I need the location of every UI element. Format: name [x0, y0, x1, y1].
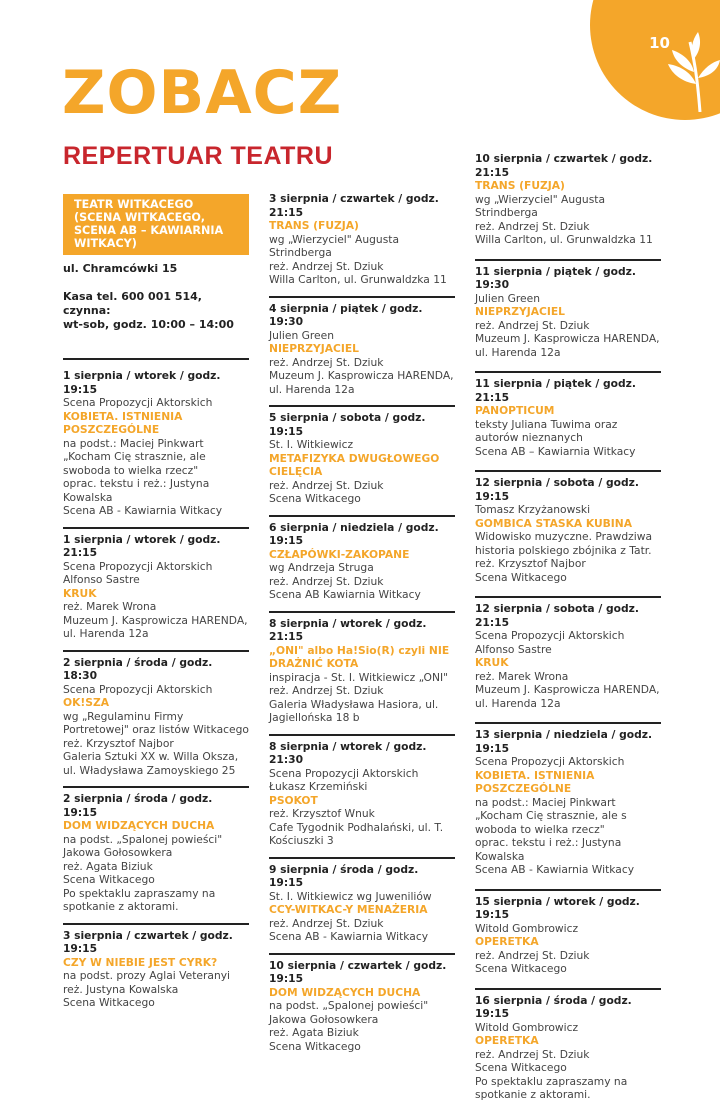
- event-detail: Galeria Władysława Hasiora, ul. Jagiellońska 18 b: [269, 697, 439, 724]
- event-detail: St. I. Witkiewicz: [269, 438, 354, 451]
- event-detail: reż. Krzysztof Najbor: [475, 557, 586, 570]
- event-detail: reż. Andrzej St. Dziuk: [269, 259, 384, 273]
- theatre-name-line: SCENA AB – KAWIARNIA: [74, 224, 224, 237]
- event-title: OK!SZA: [63, 696, 109, 709]
- event-detail: Muzeum J. Kasprowicza HARENDA, ul. Harenda 12a: [63, 613, 248, 640]
- event-detail: Willa Carlton, ul. Grunwaldzka 11: [475, 233, 653, 246]
- event-entry: [269, 611, 455, 729]
- event-title: TRANS (FUZJA): [475, 179, 565, 192]
- event-detail: Julien Green: [269, 328, 334, 342]
- event-date: 10 sierpnia / czwartek / godz. 19:15: [269, 958, 447, 985]
- event-entry: [475, 722, 661, 884]
- event-entry: [63, 650, 249, 782]
- event-title: GOMBICA STASKA KUBINA: [475, 516, 632, 530]
- theatre-info: [63, 262, 249, 332]
- event-title: NIEPRZYJACIEL: [475, 305, 565, 318]
- event-detail: wg „Regulaminu Firmy Portretowej" oraz listów Witkacego: [63, 709, 249, 736]
- event-title: KRUK: [475, 656, 509, 669]
- event-entry: [269, 192, 455, 291]
- column-2: [269, 192, 455, 1057]
- event-detail: wg „Wierzyciel" Augusta Strindberga: [475, 192, 605, 219]
- event-list: [269, 192, 455, 1057]
- page-number: 10: [649, 34, 670, 52]
- event-date: 1 sierpnia / wtorek / godz. 19:15: [63, 369, 221, 396]
- event-detail: Tomasz Krzyżanowski: [475, 503, 591, 516]
- event-detail: Scena Witkacego: [269, 1039, 361, 1053]
- theatre-address: ul. Chramcówki 15: [63, 262, 178, 275]
- event-detail: Scena AB – Kawiarnia Witkacy: [475, 444, 636, 458]
- event-entry: [269, 953, 455, 1058]
- event-date: 8 sierpnia / wtorek / godz. 21:30: [269, 739, 427, 766]
- event-date: 11 sierpnia / piątek / godz. 21:15: [475, 377, 636, 404]
- event-date: 2 sierpnia / środa / godz. 19:15: [63, 792, 213, 819]
- event-title: PANOPTICUM: [475, 404, 555, 417]
- event-entry: [475, 152, 661, 254]
- event-detail: reż. Andrzej St. Dziuk: [269, 478, 384, 492]
- event-detail: Po spektaklu zapraszamy na spotkanie z aktorami.: [63, 886, 216, 913]
- event-detail: wg Andrzeja Struga: [269, 561, 374, 574]
- event-detail: na podst. „Spalonej powieści" Jakowa Gołosowkera: [269, 999, 429, 1026]
- event-detail: Po spektaklu zapraszamy na spotkanie z aktorami.: [475, 1074, 628, 1101]
- event-list: [475, 152, 661, 1109]
- event-title: METAFIZYKA DWUGŁOWEGO CIELĘCIA: [269, 451, 440, 478]
- event-entry: [269, 857, 455, 948]
- event-title: DOM WIDZĄCYCH DUCHA: [63, 819, 215, 832]
- event-detail: Scena Witkacego: [63, 996, 155, 1009]
- event-detail: Scena Propozycji Aktorskich: [475, 755, 625, 768]
- event-detail: St. I. Witkiewicz wg Juweniliów: [269, 889, 432, 903]
- event-detail: reż. Andrzej St. Dziuk: [475, 1047, 590, 1061]
- event-detail: Łukasz Krzemiński: [269, 780, 368, 793]
- event-title: OPERETKA: [475, 935, 539, 948]
- event-date: 6 sierpnia / niedziela / godz. 19:15: [269, 520, 439, 547]
- event-detail: na podst. „Spalonej powieści" Jakowa Gołosowkera: [63, 832, 223, 859]
- event-entry: [475, 470, 661, 591]
- event-detail: Julien Green: [475, 291, 540, 305]
- event-title: KRUK: [63, 586, 97, 600]
- event-detail: reż. Justyna Kowalska: [63, 982, 179, 996]
- event-entry: [475, 988, 661, 1109]
- section-subtitle: REPERTUAR TEATRU: [63, 142, 334, 170]
- event-detail: Muzeum J. Kasprowicza HARENDA, ul. Harenda 12a: [475, 683, 660, 710]
- event-date: 5 sierpnia / sobota / godz. 19:15: [269, 411, 426, 438]
- event-detail: reż. Andrzej St. Dziuk: [475, 948, 590, 962]
- event-detail: Scena Propozycji Aktorskich: [475, 629, 625, 642]
- event-detail: na podst.: Maciej Pinkwart „Kocham Cię strasznie, ale s woboda to wielka rzecz": [475, 795, 627, 836]
- event-detail: reż. Andrzej St. Dziuk: [269, 574, 384, 588]
- event-title: „ONI" albo Ha!Sio(R) czyli NIE DRAŻNIĆ KOTA: [269, 643, 450, 670]
- event-detail: Witold Gombrowicz: [475, 1020, 579, 1034]
- box-office-hours: wt-sob, godz. 10:00 – 14:00: [63, 318, 234, 331]
- event-detail: reż. Andrzej St. Dziuk: [269, 916, 384, 930]
- event-detail: Scena AB Kawiarnia Witkacy: [269, 588, 421, 601]
- event-detail: Witold Gombrowicz: [475, 921, 579, 935]
- event-date: 11 sierpnia / piątek / godz. 19:30: [475, 264, 636, 291]
- event-detail: oprac. tekstu i reż.: Justyna Kowalska: [475, 836, 622, 863]
- event-detail: Scena Witkacego: [475, 570, 567, 584]
- page-title: ZOBACZ: [62, 58, 343, 128]
- theatre-name-line: (SCENA WITKACEGO,: [74, 211, 205, 224]
- event-date: 9 sierpnia / środa / godz. 19:15: [269, 862, 419, 889]
- event-detail: reż. Andrzej St. Dziuk: [269, 355, 384, 369]
- event-title: KOBIETA. ISTNIENIA POSZCZEGÓLNE: [63, 409, 183, 436]
- event-detail: Scena AB - Kawiarnia Witkacy: [63, 504, 223, 517]
- event-title: TRANS (FUZJA): [269, 219, 359, 232]
- event-date: 4 sierpnia / piątek / godz. 19:30: [269, 301, 423, 328]
- event-entry: [269, 515, 455, 606]
- event-title: DOM WIDZĄCYCH DUCHA: [269, 985, 421, 999]
- column-1: [63, 194, 249, 1014]
- event-detail: Muzeum J. Kasprowicza HARENDA, ul. Harenda 12a: [475, 332, 660, 359]
- event-detail: Scena Witkacego: [475, 962, 567, 975]
- event-title: NIEPRZYJACIEL: [269, 342, 359, 355]
- event-entry: [269, 296, 455, 401]
- event-entry: [63, 923, 249, 1014]
- event-detail: inspiracja - St. I. Witkiewicz „ONI": [269, 670, 449, 684]
- event-date: 10 sierpnia / czwartek / godz. 21:15: [475, 152, 653, 179]
- event-date: 13 sierpnia / niedziela / godz. 19:15: [475, 728, 653, 755]
- event-title: CCY-WITKAC-Y MENAŻERIA: [269, 903, 428, 916]
- event-date: 3 sierpnia / czwartek / godz. 21:15: [269, 192, 439, 219]
- event-list: [63, 365, 249, 1014]
- box-office-line: Kasa tel. 600 001 514, czynna:: [63, 290, 202, 317]
- event-entry: [63, 527, 249, 645]
- event-title: KOBIETA. ISTNIENIA POSZCZEGÓLNE: [475, 768, 595, 795]
- event-entry: [475, 259, 661, 367]
- event-detail: Scena Witkacego: [269, 492, 361, 505]
- event-entry: [63, 786, 249, 918]
- event-detail: Alfonso Sastre: [475, 642, 552, 656]
- event-title: CZŁAPÓWKI-ZAKOPANE: [269, 547, 410, 561]
- event-date: 2 sierpnia / środa / godz. 18:30: [63, 655, 213, 682]
- event-detail: reż. Krzysztof Wnuk: [269, 807, 375, 820]
- event-detail: na podst. prozy Aglai Veteranyi: [63, 969, 231, 982]
- event-detail: Scena Propozycji Aktorskich: [63, 682, 213, 696]
- event-entry: [269, 405, 455, 510]
- event-detail: Scena AB - Kawiarnia Witkacy: [475, 863, 635, 876]
- theatre-name-line: TEATR WITKACEGO: [74, 198, 194, 211]
- event-detail: Scena Propozycji Aktorskich: [63, 559, 213, 573]
- event-detail: Scena Propozycji Aktorskich: [63, 396, 213, 409]
- event-detail: na podst.: Maciej Pinkwart „Kocham Cię strasznie, ale swoboda to wielka rzecz": [63, 436, 206, 477]
- event-detail: reż. Marek Wrona: [63, 600, 157, 613]
- event-entry: [475, 596, 661, 717]
- event-detail: Scena Witkacego: [475, 1061, 567, 1074]
- event-detail: reż. Andrzej St. Dziuk: [269, 684, 384, 697]
- event-detail: Scena Propozycji Aktorskich: [269, 766, 419, 780]
- wheat-icon: [660, 32, 720, 112]
- column-3: [475, 152, 661, 1109]
- event-detail: reż. Agata Biziuk: [63, 859, 153, 873]
- event-title: CZY W NIEBIE JEST CYRK?: [63, 955, 218, 969]
- event-entry: [475, 889, 661, 983]
- theatre-name-box: [63, 194, 249, 255]
- event-detail: Muzeum J. Kasprowicza HARENDA, ul. Harenda 12a: [269, 369, 454, 396]
- event-detail: Willa Carlton, ul. Grunwaldzka 11: [269, 273, 447, 286]
- event-date: 1 sierpnia / wtorek / godz. 21:15: [63, 532, 221, 559]
- event-detail: Widowisko muzyczne. Prawdziwa historia polskiego zbójnika z Tatr.: [475, 530, 652, 557]
- theatre-name-line: WITKACY): [74, 237, 137, 250]
- event-date: 3 sierpnia / czwartek / godz. 19:15: [63, 928, 233, 955]
- event-date: 15 sierpnia / wtorek / godz. 19:15: [475, 894, 640, 921]
- event-date: 12 sierpnia / sobota / godz. 21:15: [475, 602, 639, 629]
- event-detail: reż. Agata Biziuk: [269, 1026, 359, 1039]
- event-date: 16 sierpnia / środa / godz. 19:15: [475, 993, 632, 1020]
- event-detail: reż. Andrzej St. Dziuk: [475, 219, 590, 233]
- event-entry: [475, 371, 661, 465]
- event-date: 12 sierpnia / sobota / godz. 19:15: [475, 476, 639, 503]
- event-title: PSOKOT: [269, 793, 318, 807]
- divider: [63, 358, 249, 360]
- event-detail: Scena AB - Kawiarnia Witkacy: [269, 930, 429, 943]
- event-detail: reż. Marek Wrona: [475, 669, 569, 683]
- event-title: OPERETKA: [475, 1034, 539, 1047]
- event-detail: reż. Krzysztof Najbor: [63, 736, 174, 750]
- event-entry: [269, 734, 455, 852]
- event-detail: oprac. tekstu i reż.: Justyna Kowalska: [63, 477, 210, 504]
- event-entry: [63, 365, 249, 522]
- event-detail: teksty Juliana Tuwima oraz autorów nieznanych: [475, 417, 618, 444]
- event-detail: Cafe Tygodnik Podhalański, ul. T. Kościuszki 3: [269, 820, 444, 847]
- event-detail: Alfonso Sastre: [63, 573, 140, 586]
- event-detail: reż. Andrzej St. Dziuk: [475, 318, 590, 332]
- event-date: 8 sierpnia / wtorek / godz. 21:15: [269, 616, 427, 643]
- event-detail: Scena Witkacego: [63, 873, 155, 886]
- event-detail: Galeria Sztuki XX w. Willa Oksza, ul. Władysława Zamoyskiego 25: [63, 750, 239, 777]
- event-detail: wg „Wierzyciel" Augusta Strindberga: [269, 232, 399, 259]
